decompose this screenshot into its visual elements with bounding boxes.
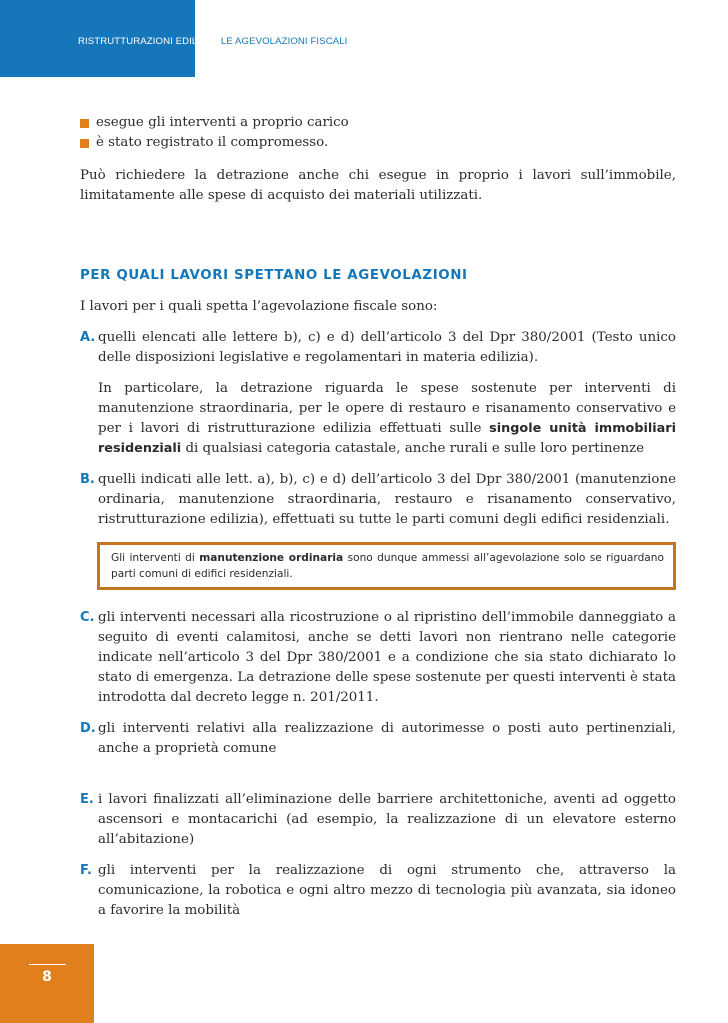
list-item-d [80, 719, 676, 759]
item-letter: B. [80, 472, 95, 487]
list-item-b [80, 470, 676, 530]
list-item-c [80, 608, 676, 708]
intro-paragraph: I lavori per i quali spetta l’agevolazione fiscale sono: [80, 299, 438, 314]
item-text: gli interventi per la realizzazione di ogni strumento che, attraverso la comunicazione, la robotica e ogni altro mezzo di tecnologia più avanzata, sia idoneo a favorire la mobilità [98, 863, 676, 918]
list-item-a [80, 328, 676, 459]
list-item: esegue gli interventi a proprio carico [80, 113, 676, 133]
page-number: 8 [42, 969, 52, 985]
item-letter: E. [80, 792, 94, 807]
header-subtitle: LE AGEVOLAZIONI FISCALI [218, 36, 348, 47]
square-bullet-icon [80, 119, 89, 128]
bullet-list [80, 113, 676, 153]
list-item-e [80, 790, 676, 850]
list-item-f [80, 861, 676, 921]
running-header [78, 36, 347, 47]
item-letter: F. [80, 863, 92, 878]
item-text: quelli elencati alle lettere b), c) e d) dell’articolo 3 del Dpr 380/2001 (Testo unico delle disposizioni legislative e regolamentari in materia edilizia). [98, 330, 676, 365]
note-text: Gli interventi di manutenzione ordinaria sono dunque ammessi all’agevolazione solo se riguardano parti comuni di edifici residenziali. [111, 552, 664, 580]
page-content [80, 113, 676, 921]
paragraph: Può richiedere la detrazione anche chi esegue in proprio i lavori sull’immobile, limitatamente alle spese di acquisto dei materiali utilizzati. [80, 168, 676, 203]
divider [29, 964, 66, 965]
page-number-block [0, 944, 94, 1023]
note-box [97, 542, 676, 590]
emphasis: singole unità immobiliari residenziali [98, 421, 676, 456]
emphasis: manutenzione ordinaria [199, 552, 344, 564]
item-letter: A. [80, 330, 96, 345]
item-text: quelli indicati alle lett. a), b), c) e d) dell’articolo 3 del Dpr 380/2001 (manutenzione ordinaria, manutenzione straordinaria, restauro e risanamento conservativo, ristrutturazione edilizia), effettuati su tutte le parti comuni degli edifici residenziali. [98, 472, 676, 527]
item-letter: D. [80, 721, 96, 736]
item-text: gli interventi necessari alla ricostruzione o al ripristino dell’immobile danneggiato a seguito di eventi calamitosi, anche se detti lavori non rientrano nelle categorie indicate nell’articolo 3 del Dpr 380/2001 e a condizione che sia stato dichiarato lo stato di emergenza. La detrazione delle spese sostenute per questi interventi è stata introdotta dal decreto legge n. 201/2011. [98, 610, 676, 705]
list-item: è stato registrato il compromesso. [80, 133, 676, 153]
header-title: RISTRUTTURAZIONI EDILIZIE: [78, 36, 219, 47]
square-bullet-icon [80, 139, 89, 148]
item-text: i lavori finalizzati all’eliminazione delle barriere architettoniche, aventi ad oggetto ascensori e montacarichi (ad esempio, la realizzazione di un elevatore esterno all’abitazione) [98, 792, 676, 847]
section-title: PER QUALI LAVORI SPETTANO LE AGEVOLAZIONI [80, 268, 468, 283]
item-detail: In particolare, la detrazione riguarda le spese sostenute per interventi di manutenzione straordinaria, per le opere di restauro e risanamento conservativo e per i lavori di ristrutturazione edilizia effettuati sulle singole unità immobiliari residenziali di qualsiasi categoria catastale, anche rurali e sulle loro pertinenze [98, 381, 676, 456]
item-text: gli interventi relativi alla realizzazione di autorimesse o posti auto pertinenziali, anche a proprietà comune [98, 721, 676, 756]
item-letter: C. [80, 610, 95, 625]
